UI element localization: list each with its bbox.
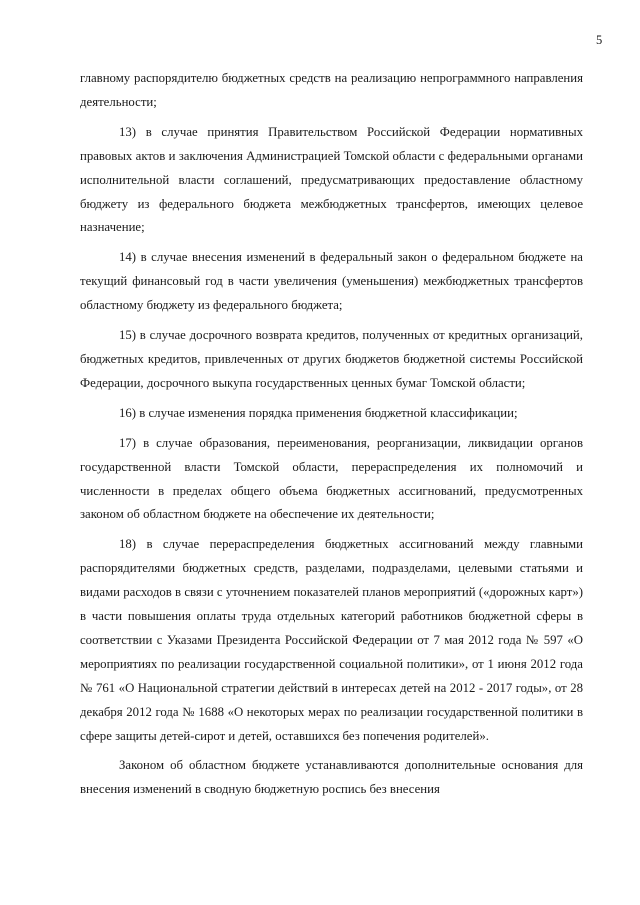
paragraph-12-continuation: главному распорядителю бюджетных средств на реализацию непрограммного направления деятельности; xyxy=(80,71,583,109)
document-body xyxy=(80,67,583,802)
paragraph-17: 17) в случае образования, переименования, реорганизации, ликвидации органов государственной власти Томской области, перераспределения их полномочий и численности в пределах общего объема бюджетных ассигнований, предусмотренных законом об областном бюджете на обеспечение их деятельности; xyxy=(80,435,583,522)
paragraph-15: 15) в случае досрочного возврата кредитов, полученных от кредитных организаций, бюджетных кредитов, привлеченных от других бюджетов бюджетной системы Российской Федерации, досрочного выкупа государственных ценных бумаг Томской области; xyxy=(80,328,583,390)
paragraph-14: 14) в случае внесения изменений в федеральный закон о федеральном бюджете на текущий финансовый год в части увеличения (уменьшения) межбюджетных трансфертов областному бюджету из федерального бюджета; xyxy=(80,250,583,313)
closing-paragraph: Законом об областном бюджете устанавливаются дополнительные основания для внесения изменений в сводную бюджетную роспись без внесения xyxy=(80,758,583,797)
paragraph-16: 16) в случае изменения порядка применения бюджетной классификации; xyxy=(119,405,518,420)
paragraph-13: 13) в случае принятия Правительством Российской Федерации нормативных правовых актов и заключения Администрацией Томской области с федеральными органами исполнительной власти соглашений, предусматривающих предоставление областному бюджету из федерального бюджета межбюджетных трансфертов, имеющих целевое назначение; xyxy=(80,124,583,235)
page-number: 5 xyxy=(596,33,603,47)
paragraph-18: 18) в случае перераспределения бюджетных ассигнований между главными распорядителями бюджетных средств, разделами, подразделами, целевыми статьями и видами расходов в связи с уточнением показателей планов мероприятий («дорожных карт») в части повышения оплаты труда отдельных категорий работников бюджетной сферы в соответствии с Указами Президента Российской Федерации от 7 мая 2012 года № 597 «О мероприятиях по реализации государственной социальной политики», от 1 июня 2012 года № 761 «О Национальной стратегии действий в интересах детей на 2012 - 2017 годы», от 28 декабря 2012 года № 1688 «О некоторых мерах по реализации государственной политики в сфере защиты детей-сирот и детей, оставшихся без попечения родителей». xyxy=(80,537,583,743)
